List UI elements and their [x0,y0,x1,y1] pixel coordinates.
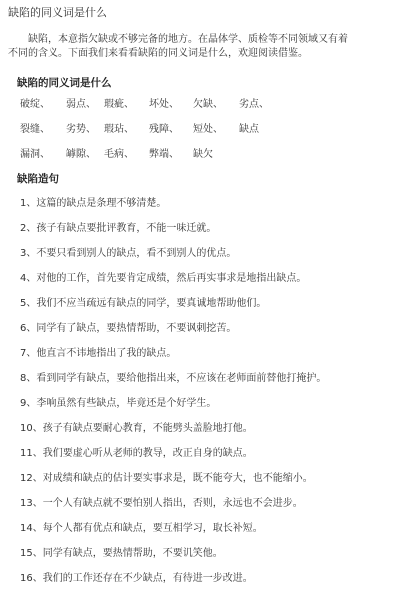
example-sentence: 7、他直言不讳地指出了我的缺点。 [20,348,177,359]
synonym-row [20,148,213,162]
synonym-word: 漏洞、 [20,149,50,160]
synonym-word: 弊端、 [149,149,179,160]
example-sentence: 14、每个人都有优点和缺点，要互相学习，取长补短。 [20,523,263,534]
example-sentence: 16、我们的工作还存在不少缺点，有待进一步改进。 [20,573,253,584]
synonyms-heading: 缺陷的同义词是什么 [17,77,112,89]
sentences-heading: 缺陷造句 [17,173,59,185]
synonym-word: 坏处、 [149,99,179,110]
synonym-word: 残障、 [149,124,179,135]
example-sentence: 2、孩子有缺点要批评教育，不能一味迁就。 [20,223,217,234]
synonym-word: 劣点、 [239,99,269,110]
synonym-row [20,98,269,112]
synonym-word: 缺欠 [193,149,213,160]
example-sentence: 6、同学有了缺点，要热情帮助，不要讽刺挖苦。 [20,323,237,334]
synonym-word: 破绽、 [20,99,50,110]
example-sentence: 8、看到同学有缺点，要给他指出来，不应该在老师面前替他打掩护。 [20,373,327,384]
example-sentence: 12、对成绩和缺点的估计要实事求是，既不能夸大，也不能缩小。 [20,473,313,484]
synonym-word: 毛病、 [104,149,134,160]
synonym-word: 弱点、 [66,99,96,110]
example-sentence: 5、我们不应当疏远有缺点的同学，要真诚地帮助他们。 [20,298,267,309]
intro-line: 缺陷，本意指欠缺或不够完备的地方。在晶体学、质检等不同领域又有着 [28,34,348,45]
intro-paragraph [8,33,396,61]
example-sentence: 13、一个人有缺点就不要怕别人指出，否则，永远也不会进步。 [20,498,303,509]
example-sentence: 11、我们要虚心听从老师的教导，改正自身的缺点。 [20,448,253,459]
example-sentence: 10、孩子有缺点要耐心教育，不能劈头盖脸地打他。 [20,423,253,434]
synonym-row [20,123,259,137]
example-sentence: 9、李响虽然有些缺点，毕竟还是个好学生。 [20,398,217,409]
synonym-word: 短处、 [193,124,223,135]
intro-line: 不同的含义。下面我们来看看缺陷的同义词是什么，欢迎阅读借鉴。 [8,48,308,59]
synonym-word: 罅隙、 [66,149,96,160]
synonym-word: 瑕玷、 [104,124,134,135]
synonym-word: 裂缝、 [20,124,50,135]
page-title: 缺陷的同义词是什么 [8,6,107,19]
synonym-word: 缺点 [239,124,259,135]
synonym-word: 劣势、 [66,124,96,135]
example-sentence: 3、不要只看到别人的缺点，看不到别人的优点。 [20,248,237,259]
synonym-word: 欠缺、 [193,99,223,110]
synonym-word: 瑕疵、 [104,99,134,110]
example-sentence: 4、对他的工作，首先要肯定成绩，然后再实事求是地指出缺点。 [20,273,307,284]
example-sentence: 15、同学有缺点，要热情帮助，不要讥笑他。 [20,548,223,559]
example-sentence: 1、这篇的缺点是条理不够清楚。 [20,198,167,209]
